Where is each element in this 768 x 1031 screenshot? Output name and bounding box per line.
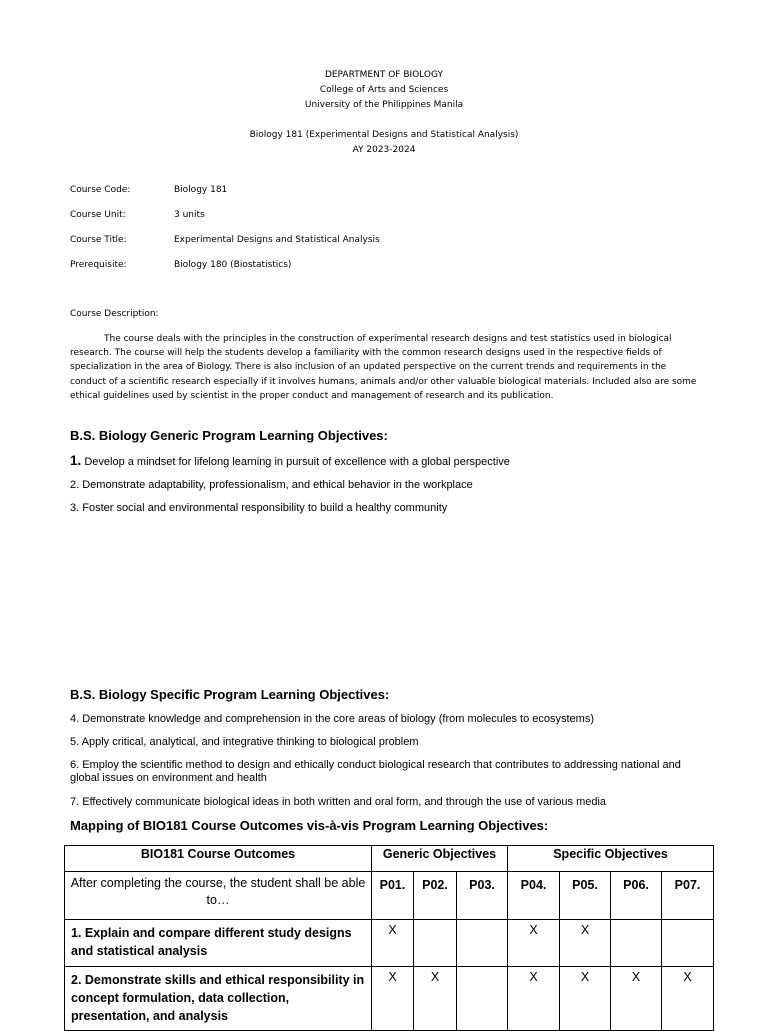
generic-objectives-heading: B.S. Biology Generic Program Learning Objectives: (70, 428, 388, 443)
mapping-table (64, 845, 714, 1031)
course-title-value: Experimental Designs and Statistical Analysis (174, 235, 380, 245)
mapping-heading: Mapping of BIO181 Course Outcomes vis-à-vis Program Learning Objectives: (70, 818, 549, 833)
academic-year: AY 2023-2024 (352, 145, 416, 155)
mark-cell (611, 920, 662, 967)
department-name: DEPARTMENT OF BIOLOGY (324, 70, 444, 80)
mark-cell (457, 920, 508, 967)
outcomes-column-header: BIO181 Course Outcomes (65, 846, 372, 872)
course-description-label: Course Description: (70, 309, 159, 319)
specific-objective-4: 4. Demonstrate knowledge and comprehension in the core areas of biology (from molecules to ecosystems) (70, 713, 594, 725)
prerequisite-label: Prerequisite: (70, 260, 127, 270)
mark-cell: X (662, 967, 714, 1031)
generic-objective-1-number: 1. (70, 453, 82, 468)
course-line: Biology 181 (Experimental Designs and Statistical Analysis) (249, 130, 519, 140)
po-label-p06: P06. (611, 872, 662, 920)
po-label-p02: P02. (414, 872, 457, 920)
mark-cell: X (372, 967, 414, 1031)
university-name: University of the Philippines Manila (304, 100, 464, 110)
course-code-label: Course Code: (70, 185, 131, 195)
po-label-p04: P04. (508, 872, 560, 920)
outcome-2: 2. Demonstrate skills and ethical responsibility in concept formulation, data collection, presentation, and analysis (65, 967, 372, 1031)
mark-cell: X (560, 967, 611, 1031)
outcomes-intro: After completing the course, the student shall be able to… (65, 872, 372, 920)
mark-cell (414, 920, 457, 967)
po-label-p01: P01. (372, 872, 414, 920)
course-title-label: Course Title: (70, 235, 127, 245)
course-unit-value: 3 units (174, 210, 205, 220)
specific-objective-7: 7. Effectively communicate biological ideas in both written and oral form, and through the use of various media (70, 796, 607, 808)
mark-cell: X (508, 920, 560, 967)
table-row (65, 920, 714, 967)
mark-cell: X (372, 920, 414, 967)
generic-objective-2: 2. Demonstrate adaptability, professionalism, and ethical behavior in the workplace (70, 479, 473, 491)
college-name: College of Arts and Sciences (319, 85, 449, 95)
course-code-value: Biology 181 (174, 185, 228, 195)
mark-cell: X (414, 967, 457, 1031)
prerequisite-value: Biology 180 (Biostatistics) (174, 260, 292, 270)
mark-cell (457, 967, 508, 1031)
mark-cell (662, 920, 714, 967)
mapping-header-row (65, 846, 714, 872)
mark-cell: X (560, 920, 611, 967)
specific-objectives-header: Specific Objectives (508, 846, 714, 872)
specific-objectives-heading: B.S. Biology Specific Program Learning Objectives: (70, 687, 390, 702)
course-description-text: The course deals with the principles in the construction of experimental research designs and test statistics used in biological research. The course will help the students develop a familiarity with the common research designs used in the respective fields of specialization in the area of Biology. There is also inclusion of an updated perspective on the current trends and requirements in the conduct of a scientific research especially if it involves humans, animals and/or other valuable biological materials. Included also are some ethical guidelines used by scientist in the proper conduct and management of research and its publication. (70, 334, 697, 401)
generic-objectives-header: Generic Objectives (372, 846, 508, 872)
table-row (65, 967, 714, 1031)
document-header (0, 68, 768, 158)
specific-objective-6: 6. Employ the scientific method to design and ethically conduct biological research that contributes to addressing national and global issues on environment and health (70, 759, 681, 784)
specific-objective-5: 5. Apply critical, analytical, and integrative thinking to biological problem (70, 736, 419, 748)
po-label-p05: P05. (560, 872, 611, 920)
po-label-p07: P07. (662, 872, 714, 920)
mapping-subheader-row (65, 872, 714, 920)
mark-cell: X (611, 967, 662, 1031)
generic-objective-1 (70, 455, 710, 469)
mark-cell: X (508, 967, 560, 1031)
generic-objective-3: 3. Foster social and environmental responsibility to build a healthy community (70, 502, 448, 514)
generic-objective-1-text: Develop a mindset for lifelong learning in pursuit of excellence with a global perspective (81, 456, 510, 468)
po-label-p03: P03. (457, 872, 508, 920)
outcome-1: 1. Explain and compare different study designs and statistical analysis (65, 920, 372, 967)
course-unit-label: Course Unit: (70, 210, 126, 220)
